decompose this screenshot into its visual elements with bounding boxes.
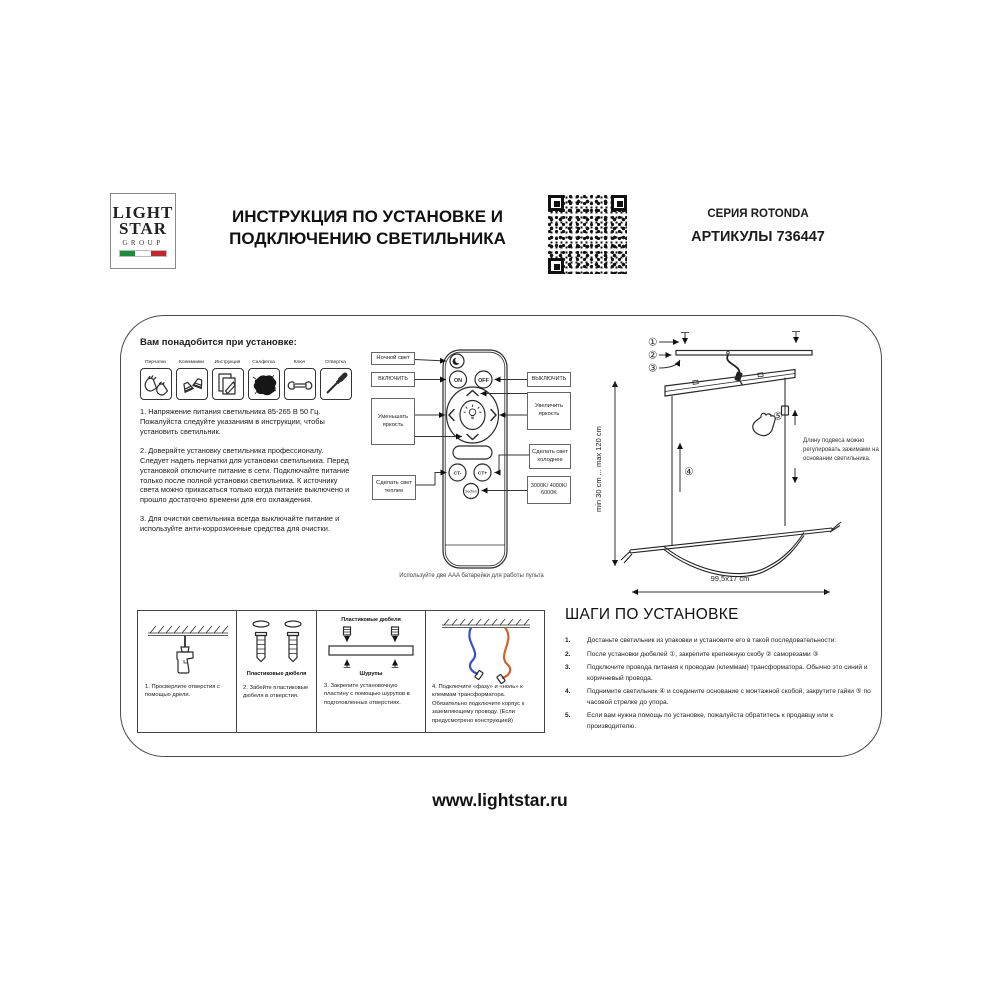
label-warmer-light: Сделать свет теплее <box>372 475 416 500</box>
panel-4-caption: 4. Подключите «фазу» и «ноль» к клеммам трансформатора. Обязательно подключите корпус к заземляющему проводу. (Если предусмотрено конструкцией) <box>432 684 525 724</box>
tool-connectors: Клеммники <box>175 360 208 400</box>
steps-heading: ШАГИ ПО УСТАНОВКЕ <box>565 606 739 623</box>
mounting-bracket <box>676 332 812 356</box>
brightness-dpad <box>447 387 499 443</box>
step-panels <box>137 610 545 733</box>
panel-1-caption: 1. Просверлите отверстия с помощью дрели. <box>145 684 220 699</box>
page-title: ИНСТРУКЦИЯ ПО УСТАНОВКЕ И ПОДКЛЮЧЕНИЮ СВЕТИЛЬНИКА <box>229 207 506 249</box>
neutral-wire-blue <box>469 628 478 675</box>
svg-text:③: ③ <box>647 362 658 375</box>
off-button <box>475 371 492 388</box>
label-increase-brightness: Увеличить яркость <box>527 392 571 430</box>
step-item: 3. Подключите провода питания к проводам (клеммам) трансформатора. Обычно это синий и коричневый провода. <box>565 664 868 682</box>
callout-4: ④ <box>684 466 694 478</box>
plate-icon <box>317 626 426 670</box>
tools-row <box>139 360 352 400</box>
mode-pill-button <box>453 446 492 459</box>
svg-text:CT+: CT+ <box>477 471 488 477</box>
article-number: АРТИКУЛЫ 736447 <box>691 229 825 245</box>
warning-2: 2. Доверяйте установку светильника профессионалу. Следует надеть перчатки для установки светильника. Перед установкой отключите питание в сети. Подключайте питание только после полной установки светильника. К источнику света можно прикасаться только когда питание выключено и прошло достаточно времени для его охлаждения. <box>140 445 350 505</box>
ct-minus-button <box>449 464 466 481</box>
label-night-light: Ночной свет <box>371 352 415 365</box>
panel-2-label: Пластиковые дюбеля <box>246 671 307 677</box>
power-cable <box>727 355 743 385</box>
drill-icon <box>138 619 237 681</box>
chevron-up-icon <box>467 391 478 396</box>
logo-text: LIGHT <box>112 203 174 223</box>
svg-text:Section: Section <box>465 489 477 494</box>
tool-napkin: Салфетка <box>247 360 280 400</box>
tool-gloves: Перчатки <box>139 360 172 400</box>
night-light-button <box>450 354 464 368</box>
panel-plate <box>317 611 426 732</box>
warning-3: 3. Для очистки светильника всегда выключайте питание и используйте анти-коррозионные средства для очистки. <box>140 514 340 534</box>
qr-code-icon <box>546 193 629 276</box>
series-name: СЕРИЯ ROTONDA <box>707 208 809 220</box>
tool-wrench: Ключ <box>283 360 316 400</box>
wire-connectors-icon <box>176 368 208 400</box>
lamp-base-canopy <box>665 370 795 397</box>
svg-text:②: ② <box>647 349 658 362</box>
ct-plus-button <box>474 464 491 481</box>
wires-icon <box>426 617 546 683</box>
tools-heading: Вам понадобится при установке: <box>140 337 297 348</box>
installation-diagram <box>600 322 890 612</box>
panel-drill <box>138 611 237 732</box>
website-url: www.lightstar.ru <box>432 790 568 810</box>
width-dimension-label: 99,5x17 cm <box>710 574 750 583</box>
suspension-wires <box>672 378 785 546</box>
wave-lamp <box>621 522 841 577</box>
callout-numbers <box>648 337 658 375</box>
wrench-icon <box>284 368 316 400</box>
label-turn-on: ВКЛЮЧИТЬ <box>371 372 415 387</box>
manual-icon <box>212 368 244 400</box>
callout-5: ⑤ <box>773 410 783 423</box>
hand-icon <box>753 413 775 435</box>
tool-screwdriver: Отвертка <box>319 360 352 400</box>
label-cooler-light: Сделать свет холоднее <box>529 444 571 469</box>
svg-text:①: ① <box>647 336 658 349</box>
panel-dowels <box>237 611 317 732</box>
panel-2-caption: 2. Забейте пластиковые дюбеля в отверстия. <box>243 685 309 700</box>
step-item: 1. Достаньте светильник из упаковки и установите его в такой последовательности: <box>565 637 837 644</box>
italian-flag-icon <box>119 250 167 257</box>
chevron-left-icon <box>449 410 454 421</box>
tool-manual: Инструкция <box>211 360 244 400</box>
on-button <box>450 371 467 388</box>
step-item: 4. Поднимите светильник ④ и соедините основание с монтажной скобой, закрутите гайки ⑤ по часовой стрелке до упора. <box>565 688 871 706</box>
dowels-icon <box>237 615 317 669</box>
lightstar-logo: LIGHT STAR GROUP <box>110 193 176 269</box>
step-item: 5. Если вам нужна помощь по установке, пожалуйста обратитесь к продавцу или к производителю. <box>565 712 834 730</box>
label-color-temperatures: 3000K/ 4000K/ 6000K <box>527 476 571 504</box>
section-button <box>464 484 479 499</box>
phase-wire-orange <box>502 628 510 679</box>
panel-wiring <box>426 611 546 732</box>
label-turn-off: ВЫКЛЮЧИТЬ <box>527 372 571 387</box>
svg-text:OFF: OFF <box>478 377 489 384</box>
napkin-icon <box>248 368 280 400</box>
installation-steps <box>565 606 881 735</box>
step-item: 2. После установки дюбелей ①, закрепите крепежную скобу ② саморезами ③ <box>565 650 819 658</box>
label-decrease-brightness: Уменьшать яркость <box>371 398 415 445</box>
chevron-right-icon <box>491 410 496 421</box>
warning-1: 1. Напряжение питания светильника 85-265 В 50 Гц. Пожалуйста следуйте указаниям в инструкции, чтобы установить светильник. <box>140 407 325 436</box>
gloves-icon <box>140 368 172 400</box>
svg-text:ON: ON <box>453 377 463 384</box>
height-dimension-label: min 30 cm ... max 120 cm <box>594 426 603 512</box>
panel-3-label-bottom: Шурупы <box>359 671 383 677</box>
chevron-down-icon <box>467 435 478 440</box>
panel-3-caption: 3. Закрепите установочную пластину с помощью шурупов в подготовленных отверстиях. <box>324 683 410 706</box>
bulb-icon <box>464 405 482 419</box>
svg-text:CT-: CT- <box>453 471 462 477</box>
safety-warnings <box>140 407 354 543</box>
product-info <box>652 208 864 245</box>
suspension-note: Длину подвеса можно регулировать зажимами на основании светильника. <box>803 438 879 462</box>
screwdriver-icon <box>320 368 352 400</box>
remote-battery-note: Используйте две AAA батарейки для работы пульта <box>399 573 544 579</box>
panel-3-label-top: Пластиковые дюбеля <box>341 617 401 623</box>
